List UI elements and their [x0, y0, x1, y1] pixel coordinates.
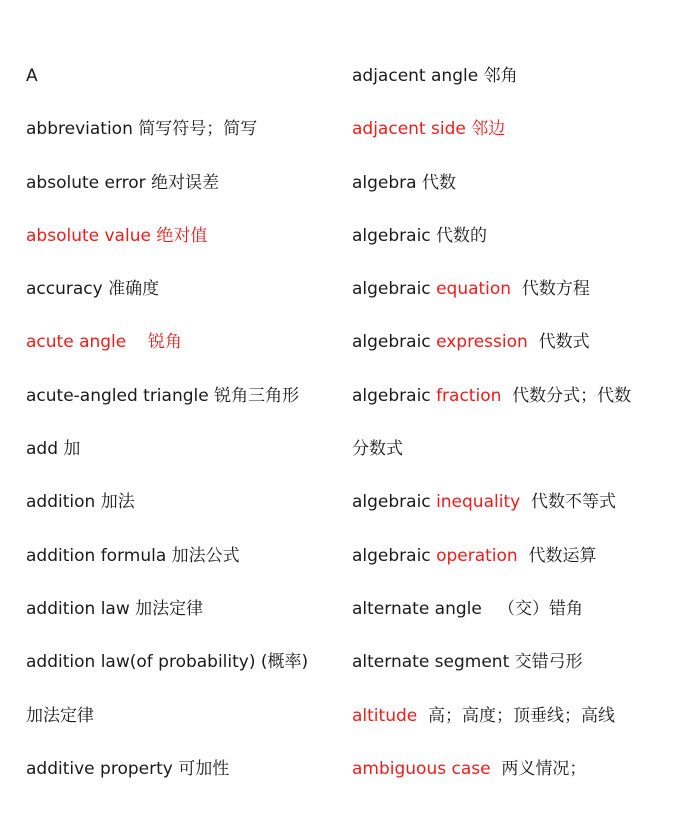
entry-text: addition law 加法定律: [26, 598, 204, 619]
glossary-entry: [352, 50, 668, 103]
entry-text-highlighted: fraction: [436, 385, 502, 406]
entry-text: 代数运算: [517, 545, 597, 566]
entry-text: algebraic: [352, 492, 437, 513]
glossary-entry-continuation: [352, 423, 668, 476]
glossary-entry-continuation: [26, 690, 346, 743]
entry-text-highlighted: acute angle 锐角: [26, 332, 182, 353]
entry-text: 代数方程: [511, 279, 590, 300]
entry-text-highlighted: inequality: [436, 492, 521, 513]
entry-text: algebraic: [352, 385, 437, 406]
glossary-entry: [352, 583, 668, 636]
entry-text: algebraic: [352, 279, 437, 300]
entry-text: 分数式: [352, 439, 403, 460]
entry-text-highlighted: expression: [436, 332, 528, 353]
glossary-entry: [352, 263, 668, 316]
entry-text: algebraic 代数的: [352, 225, 488, 246]
entry-text-highlighted: operation: [436, 545, 518, 566]
entry-text: A: [26, 66, 38, 86]
entry-text: alternate segment 交错弓形: [352, 652, 583, 673]
entry-text-highlighted: altitude: [352, 705, 418, 726]
glossary-entry: [26, 210, 346, 263]
entry-text: 两义情况；: [490, 758, 587, 779]
entry-text: acute-angled triangle 锐角三角形: [26, 385, 300, 406]
entry-text-highlighted: equation: [436, 279, 512, 300]
entry-text: addition 加法: [26, 492, 135, 513]
entry-text: 代数式: [527, 332, 590, 353]
glossary-left-column: [26, 50, 346, 796]
entry-text: algebra 代数: [352, 172, 456, 193]
entry-text-highlighted: adjacent side 邻边: [352, 119, 506, 140]
glossary-entry: [26, 50, 346, 103]
glossary-entry: [352, 103, 668, 156]
glossary-entry: [26, 263, 346, 316]
glossary-entry: [352, 210, 668, 263]
entry-text: alternate angle （交）错角: [352, 598, 584, 619]
entry-text-highlighted: ambiguous case: [352, 758, 491, 779]
glossary-entry: [26, 423, 346, 476]
entry-text: 高；高度；顶垂线；高线: [417, 705, 616, 726]
glossary-entry: [26, 583, 346, 636]
entry-text: addition law(of probability) (概率): [26, 652, 309, 673]
entry-text: accuracy 准确度: [26, 279, 160, 300]
entry-text: abbreviation 简写符号；简写: [26, 119, 258, 140]
glossary-entry: [352, 530, 668, 583]
glossary-entry: [352, 316, 668, 369]
glossary-entry: [26, 157, 346, 210]
glossary-entry: [26, 636, 346, 689]
glossary-entry: [26, 743, 346, 796]
entry-text: 代数分式；代数: [501, 385, 632, 406]
entry-text: additive property 可加性: [26, 758, 230, 779]
glossary-right-column: [352, 50, 668, 796]
glossary-entry: [26, 103, 346, 156]
glossary-entry: [352, 370, 668, 423]
glossary-entry: [352, 743, 668, 796]
entry-text: absolute error 绝对误差: [26, 172, 220, 193]
glossary-entry: [352, 636, 668, 689]
entry-text: algebraic: [352, 332, 437, 353]
glossary-entry: [352, 690, 668, 743]
glossary-entry: [26, 476, 346, 529]
glossary-entry: [26, 370, 346, 423]
entry-text: algebraic: [352, 545, 437, 566]
glossary-entry: [26, 316, 346, 369]
entry-text: adjacent angle 邻角: [352, 66, 518, 86]
entry-text: add 加: [26, 439, 81, 460]
entry-text: addition formula 加法公式: [26, 545, 240, 566]
glossary-entry: [352, 157, 668, 210]
glossary-entry: [26, 530, 346, 583]
entry-text-highlighted: absolute value 绝对值: [26, 225, 208, 246]
entry-text: 代数不等式: [520, 492, 616, 513]
glossary-entry: [352, 476, 668, 529]
entry-text: 加法定律: [26, 705, 94, 726]
